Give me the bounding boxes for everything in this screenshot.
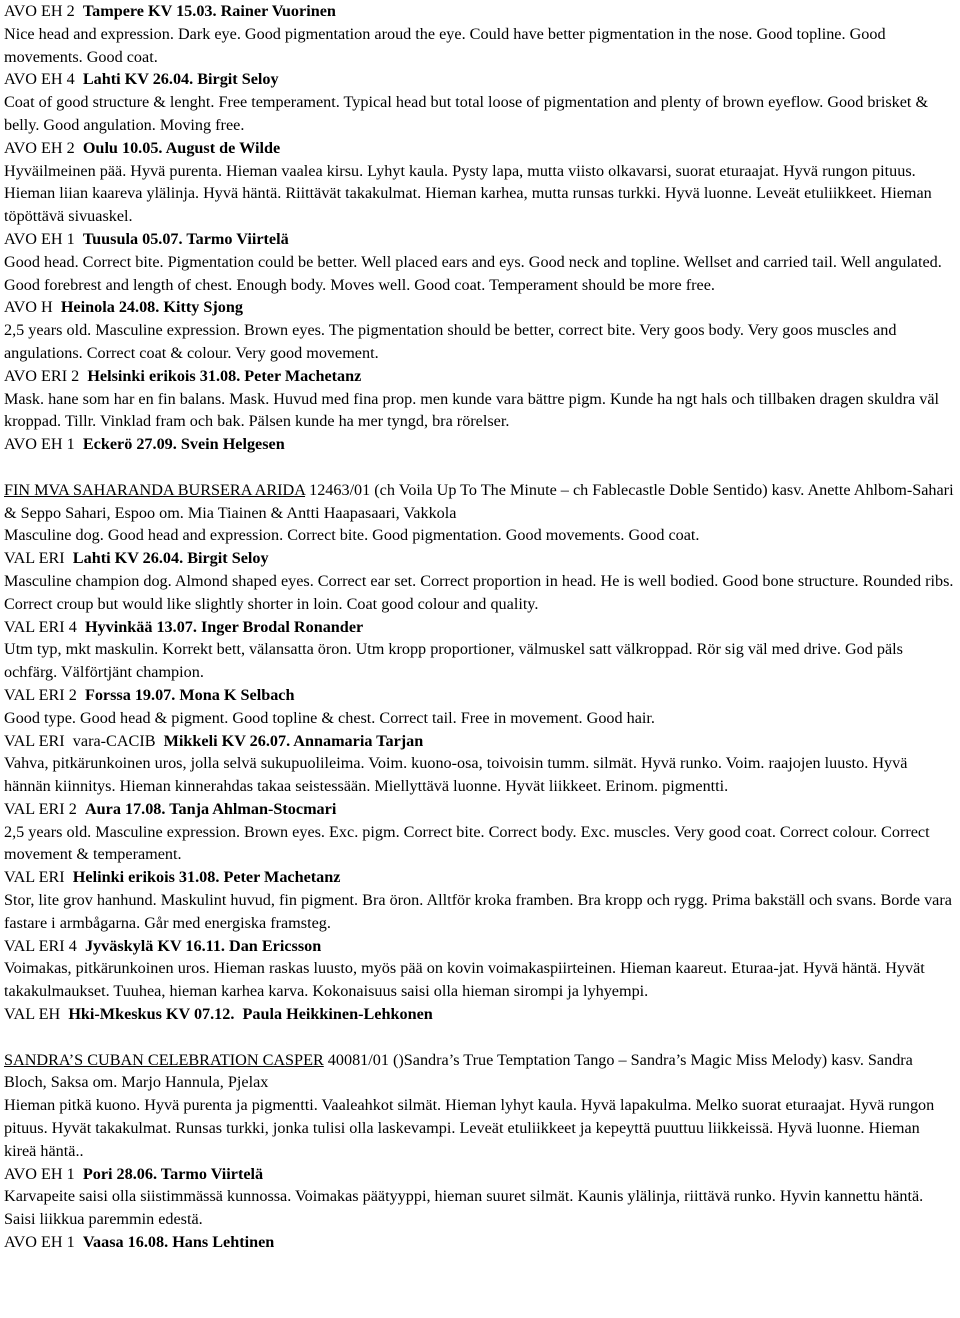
show-venue-date: Tuusula 05.07. [82,229,183,248]
show-result-line [4,935,954,958]
show-result-line [4,866,954,889]
award-grade: VAL ERI 2 [4,799,85,818]
critique-text: 2,5 years old. Masculine expression. Brown eyes. Exc. pigm. Correct bite. Correct body. Exc. muscles. Very good coat. Correct colour. Correct movement & temperament. [4,822,930,864]
show-result-line [4,547,954,570]
show-result-line [4,1231,954,1254]
dog-header [4,1049,954,1095]
award-grade: VAL EH [4,1005,69,1024]
critique-text: Hyväilmeinen pää. Hyvä purenta. Hieman vaalea kirsu. Lyhyt kaula. Pysty lapa, mutta viisto olkavarsi, suorat eturaajat. Hyvä rungon pituus. Hieman liian kaareva ylälinja. Hyvä häntä. Riittävät takakulmat. Hieman karhea, mutta runsas turkki. Hyvä luonne. Leveät etuliikkeet. Hieman töpöttävä sivuaskel. [4,161,932,226]
critique-text: Nice head and expression. Dark eye. Good pigmentation aroud the eye. Could have better pigmentation in the nose. Good topline. Good movements. Good coat. [4,24,886,66]
show-result-line [4,228,954,251]
judge-name: Tarmo Viirtelä [182,229,289,248]
critique-text: Good head. Correct bite. Pigmentation could be better. Well placed ears and eys. Good neck and topline. Wellset and carried tail. Well angulated. Good forebrest and length of chest. Enough body. Moves well. Good coat. Temperament should be more free. [4,252,942,294]
show-result-line [4,296,954,319]
award-grade: VAL ERI 4 [4,617,85,636]
critique-text: Utm typ, mkt maskulin. Korrekt bett, välansatta öron. Utm kropp proportioner, välmuskel satt välkroppad. Rör sig väl med drive. God päls ochfärg. Välförtjänt champion. [4,640,903,682]
critique-text: Mask. hane som har en fin balans. Mask. Huvud med fina prop. men kunde vara bättre pigm. Kunde ha ngt hals och tillbaken dragen skuldra väl kroppad. Tillr. Vinklad fram och bak. Pälsen kunde ha mer tyngd, bra rörelser. [4,389,940,431]
show-venue-date: Helsinki erikois 31.08. [87,366,241,385]
award-grade: VAL ERI 4 [4,936,85,955]
award-grade: AVO EH 1 [4,1164,83,1183]
show-result-line [4,798,954,821]
critique-text: Masculine champion dog. Almond shaped eyes. Correct ear set. Correct proportion in head. He is well bodied. Good bone structure. Rounded ribs. Correct croup but would like slightly shorter in loin. Coat good colour and quality. [4,571,954,613]
critique-text: Vahva, pitkärunkoinen uros, jolla selvä sukupuolileima. Voim. kuono-osa, toivoisin tumm. silmät. Hyvä runko. Voim. raajojen luusto. Hyvä hännän kiinnitys. Hieman kinnerahdas takaa seistessään. Miellyttävä luonne. Hyvät liikkeet. Erinom. pigmentti. [4,754,908,796]
critique-text: Hieman pitkä kuono. Hyvä purenta ja pigmentti. Vaaleahkot silmät. Hieman lyhyt kaula. Hyvä lapakulma. Melko suorat eturaajat. Hyvä rungon pituus. Hyvät takakulmat. Runsas turkki, jonka tulisi olla laskevampi. Leveät etuliikkeet ja kepeyttä puuttuu liikkeissä. Hyvä luonne. Hieman kireä häntä.. [4,1096,935,1160]
judge-name: Tarmo Viirtelä [157,1164,264,1183]
show-venue-date: Lahti KV 26.04. [72,549,184,568]
show-venue-date: Tampere KV 15.03. [82,2,217,20]
award-grade: VAL ERI [4,868,73,887]
show-venue-date: Forssa 19.07. [84,685,176,704]
judge-name: Dan Ericsson [224,936,322,955]
award-grade: AVO EH 4 [4,70,83,89]
dog-name: FIN MVA SAHARANDA BURSERA ARIDA [4,480,306,499]
critique-text: Voimakas, pitkärunkoinen uros. Hieman raskas luusto, myös pää on kovin voimakaspiirteinen. Hieman kaareut. Eturaa-jat. Hyvä häntä. Hyvät takakulmaukset. Tuuhea, hieman karhea karva. Kokonaisuus saisi olla hieman sirompi ja lyhyempi. [4,959,925,1001]
show-venue-date: Lahti KV 26.04. [82,70,194,89]
show-venue-date: Helinki erikois 31.08. [72,868,220,887]
show-result-line [4,1003,954,1026]
judge-name: Rainer Vuorinen [216,2,336,20]
show-venue-date: Hyvinkää 13.07. [84,617,197,636]
judge-name: Birgit Seloy [183,549,269,568]
critique-text: 2,5 years old. Masculine expression. Brown eyes. The pigmentation should be better, correct bite. Very goos body. Very goos muscles and angulations. Correct coat & colour. Very good movement. [4,321,897,362]
show-venue-date: Jyväskylä KV 16.11. [84,936,225,955]
show-venue-date: Hki-Mkeskus KV 07.12. [68,1005,235,1024]
award-grade: AVO ERI 2 [4,366,88,385]
show-venue-date: Heinola 24.08. [60,298,160,317]
show-venue-date: Pori 28.06. [82,1164,158,1183]
dog-header [4,479,954,525]
show-result-line [4,1163,954,1186]
award-grade: AVO EH 1 [4,229,83,248]
award-grade: AVO EH 1 [4,1233,83,1252]
award-grade: AVO EH 1 [4,435,83,454]
judge-name: Tanja Ahlman-Stocmari [165,799,337,818]
dog-pedigree: 12463/01 (ch Voila Up To The Minute – ch Fablecastle Doble Sentido) kasv. Anette Ahlbom-Sahari & Seppo Sahari, Espoo om. Mia Tiainen & Antti Haapasaari, Vakkola [4,480,954,522]
judge-name: Mona K Selbach [175,685,295,704]
show-result-line [4,433,954,456]
judge-name: Svein Helgesen [176,435,285,454]
award-grade: VAL ERI vara-CACIB [4,731,164,750]
show-result-line [4,365,954,388]
judge-name: Peter Machetanz [240,366,362,385]
show-result-line [4,0,954,23]
award-grade: VAL ERI 2 [4,685,85,704]
judge-name: Paula Heikkinen-Lehkonen [234,1005,433,1024]
show-result-line [4,137,954,160]
judge-name: Kitty Sjong [159,298,243,317]
show-venue-date: Oulu 10.05. [82,138,163,157]
judge-name: August de Wilde [162,138,281,157]
show-venue-date: Eckerö 27.09. [82,435,177,454]
judge-name: Annamaria Tarjan [290,731,424,750]
judge-name: Hans Lehtinen [168,1233,275,1252]
award-grade: AVO H [4,298,61,317]
award-grade: AVO EH 2 [4,2,83,20]
show-venue-date: Aura 17.08. [84,799,166,818]
dog-name: SANDRA’S CUBAN CELEBRATION CASPER [4,1050,324,1069]
judge-name: Birgit Seloy [193,70,279,89]
show-result-line [4,684,954,707]
judge-name: Peter Machetanz [219,868,341,887]
critique-text: Stor, lite grov hanhund. Maskulint huvud, fin pigment. Bra öron. Alltför kroka framben. Bra kropp och rygg. Prima bakställ och svans. Borde vara fastare i armbågarna. Går med energiska framsteg. [4,891,952,932]
award-grade: VAL ERI [4,549,73,568]
critique-text: Coat of good structure & lenght. Free temperament. Typical head but total loose of pigmentation and plenty of brown eyeflow. Good brisket & belly. Good angulation. Moving free. [4,93,929,134]
show-result-line [4,730,954,753]
show-venue-date: Mikkeli KV 26.07. [163,731,291,750]
show-venue-date: Vaasa 16.08. [82,1233,169,1252]
judge-name: Inger Brodal Ronander [196,617,364,636]
critique-text: Good type. Good head & pigment. Good topline & chest. Correct tail. Free in movement. Good hair. [4,708,655,727]
critique-text: Masculine dog. Good head and expression. Correct bite. Good pigmentation. Good movements. Good coat. [4,526,700,545]
dog-pedigree: 40081/01 ()Sandra’s True Temptation Tango – Sandra’s Magic Miss Melody) kasv. Sandra Bloch, Saksa om. Marjo Hannula, Pjelax [4,1050,913,1092]
critique-text: Karvapeite saisi olla siistimmässä kunnossa. Voimakas päätyyppi, hieman suuret silmät. Kaunis ylälinja, riittävä runko. Hyvin kannettu häntä. Saisi liikkua paremmin edestä. [4,1187,924,1229]
award-grade: AVO EH 2 [4,138,83,157]
show-result-line [4,616,954,639]
show-result-line [4,68,954,91]
